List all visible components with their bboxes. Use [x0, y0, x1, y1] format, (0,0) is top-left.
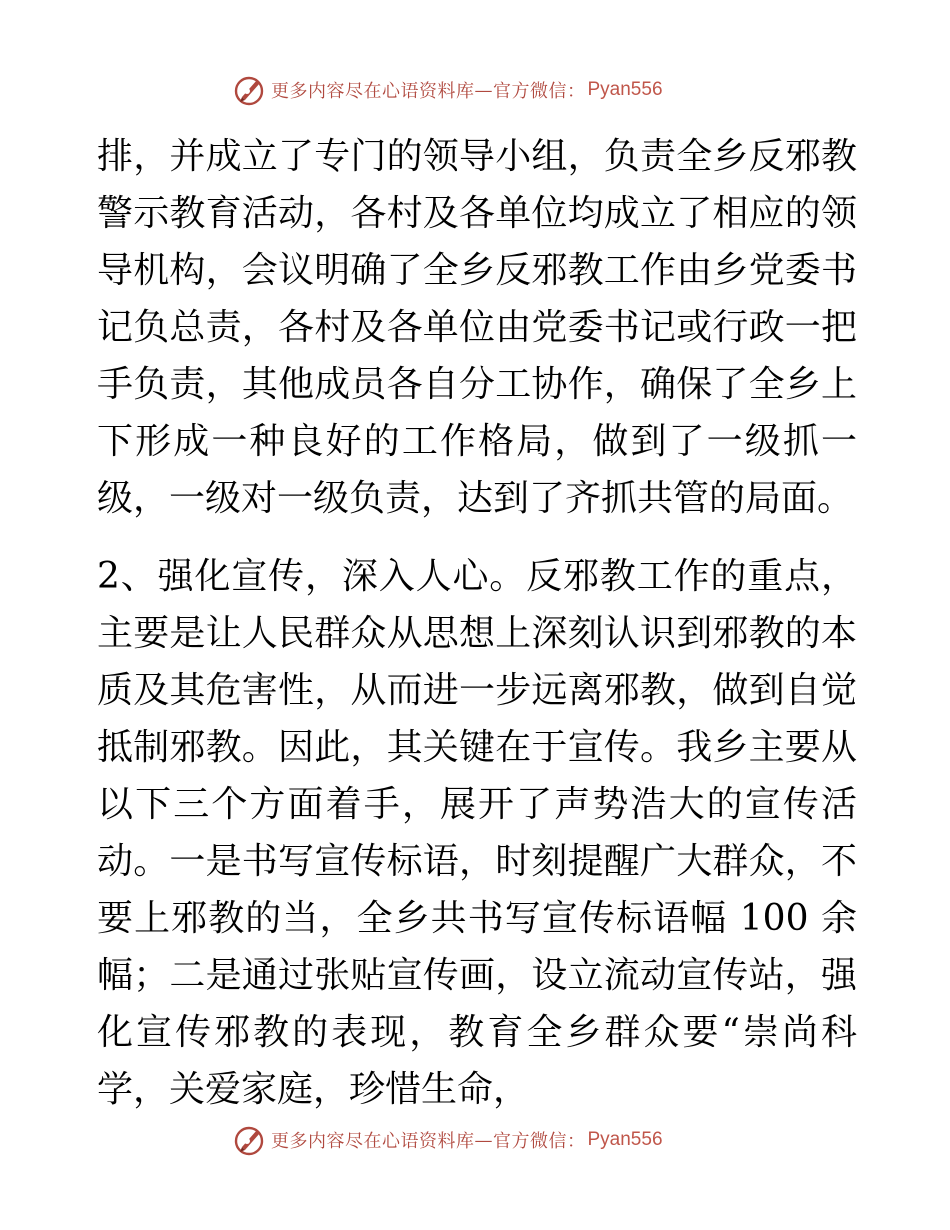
header-banner	[233, 72, 663, 108]
paragraph-1: 排，并成立了专门的领导小组，负责全乡反邪教警示教育活动，各村及各单位均成立了相应的领导机构，会议明确了全乡反邪教工作由乡党委书记负总责，各村及各单位由党委书记或行政一把手负责，其他成员各自分工协作，确保了全乡上下形成一种良好的工作格局，做到了一级抓一级，一级对一级负责，达到了齐抓共管的局面。	[97, 136, 857, 519]
wechat-id: Pyan556	[587, 1129, 663, 1150]
wechat-id: Pyan556	[587, 79, 663, 100]
wechat-label: 官方微信：	[493, 1131, 586, 1152]
pen-logo-icon	[233, 1123, 267, 1157]
site-name-text: 更多内容尽在心语资料库	[271, 81, 475, 102]
footer-banner	[233, 1122, 663, 1158]
pen-logo-icon	[233, 73, 267, 107]
wechat-label: 官方微信：	[493, 81, 586, 102]
document-body	[97, 128, 857, 1118]
banner-dash: —	[474, 79, 493, 101]
site-name-text: 更多内容尽在心语资料库	[271, 1131, 475, 1152]
banner-dash: —	[474, 1129, 493, 1151]
paragraph-2: 2、强化宣传，深入人心。反邪教工作的重点，主要是让人民群众从思想上深刻认识到邪教的本质及其危害性，从而进一步远离邪教，做到自觉抵制邪教。因此，其关键在于宣传。我乡主要从以下三个方面着手，展开了声势浩大的宣传活动。一是书写宣传标语，时刻提醒广大群众，不要上邪教的当，全乡共书写宣传标语幅 100 余幅；二是通过张贴宣传画，设立流动宣传站，强化宣传邪教的表现，教育全乡群众要“崇尚科学，关爱家庭，珍惜生命，	[97, 556, 857, 1110]
